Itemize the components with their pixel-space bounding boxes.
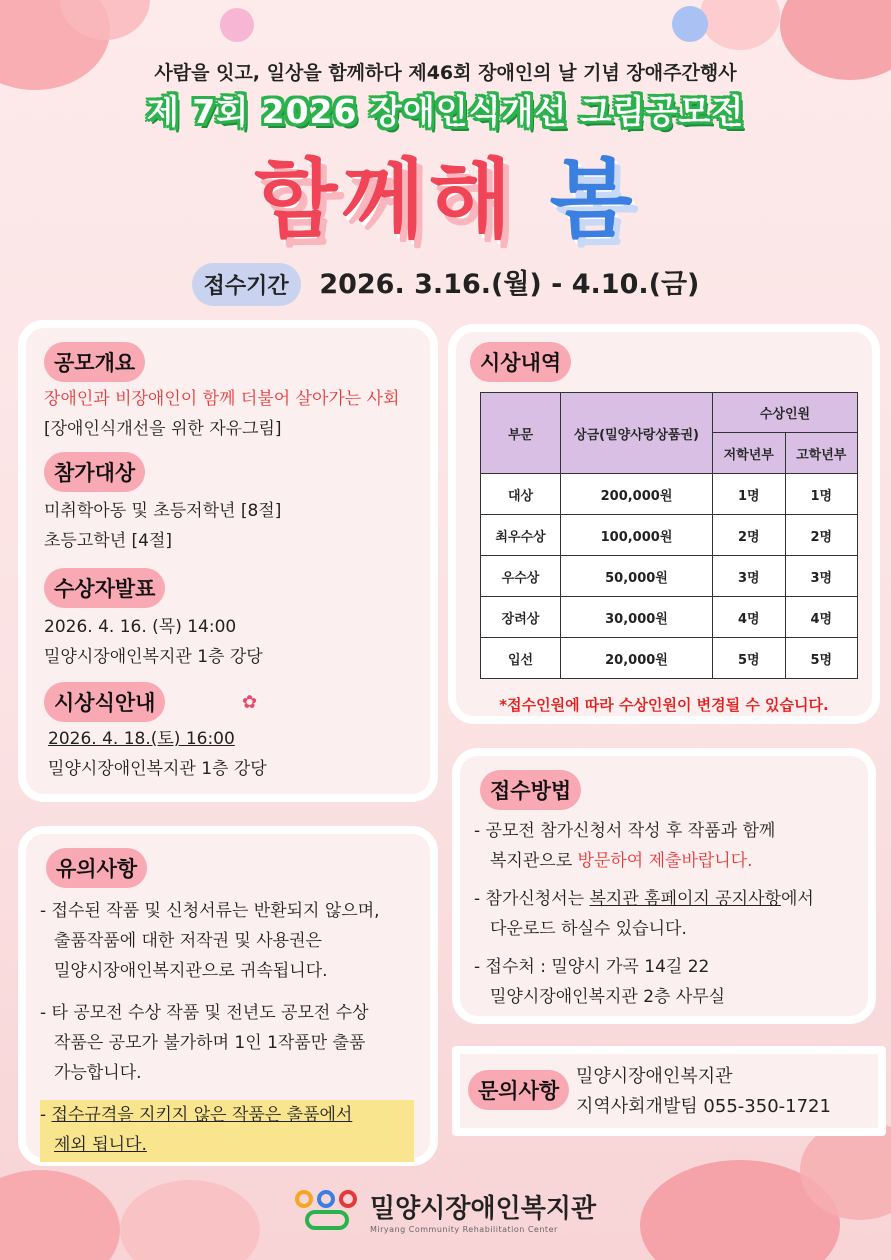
cell-category: 장려상 [481, 597, 561, 638]
logo-mark-icon [295, 1188, 359, 1234]
cell-category: 우수상 [481, 556, 561, 597]
contact-tag: 문의사항 [468, 1070, 569, 1110]
logo-name-en: Miryang Community Rehabilitation Center [370, 1225, 558, 1234]
howto-item2-tail: 에서 [780, 889, 814, 909]
caution-item2-line3: 가능합니다. [54, 1063, 142, 1083]
eligibility-line2: 초등고학년 [4절] [44, 531, 173, 551]
col-winners: 수상인원 [713, 393, 858, 433]
decor-small-flower-blue [672, 6, 708, 42]
ceremony-line1: 2026. 4. 18.(토) 16:00 [48, 729, 235, 749]
table-row [481, 515, 858, 556]
decor-flower-top-right-2 [700, 0, 780, 50]
overview-tag: 공모개요 [44, 342, 145, 382]
howto-panel [452, 748, 876, 1024]
prize-table [480, 392, 858, 679]
caution-item3-line2: 제외 됩니다. [54, 1135, 147, 1155]
prizes-panel [448, 324, 880, 724]
logo-name-kr: 밀양시장애인복지관 [370, 1194, 597, 1224]
main-title-blue: 봄 [549, 150, 637, 250]
period-value: 2026. 3.16.(월) - 4.10.(금) [319, 269, 700, 300]
cell-upper: 1명 [785, 474, 858, 515]
main-title [0, 130, 891, 254]
main-title-red: 함께해 [254, 150, 516, 250]
cell-prize: 50,000원 [561, 556, 713, 597]
caution-item2-line2: 작품은 공모가 불가하며 1인 1작품만 출품 [54, 1033, 366, 1053]
howto-item3-line1: - 접수처 : 밀양시 가곡 14길 22 [474, 957, 710, 977]
caution-item3-box [40, 1100, 414, 1162]
howto-item1-line2 [474, 846, 874, 876]
homepage-notice-link: 복지관 홈페이지 공지사항 [589, 889, 781, 909]
howto-tag: 접수방법 [480, 770, 581, 810]
cell-prize: 30,000원 [561, 597, 713, 638]
cell-category: 대상 [481, 474, 561, 515]
cell-category: 입선 [481, 638, 561, 679]
eligibility-line1: 미취학아동 및 초등저학년 [8절] [44, 501, 282, 521]
caution-item3-line1 [40, 1100, 414, 1130]
contact-line2: 지역사회개발팀 055-350-1721 [576, 1096, 831, 1117]
col-prize: 상금(밀양사랑상품권) [561, 393, 713, 474]
howto-list [474, 816, 874, 1012]
cell-upper: 4명 [785, 597, 858, 638]
prizes-tag: 시상내역 [470, 342, 571, 382]
howto-item1-text: 복지관으로 [490, 851, 578, 871]
cell-lower: 2명 [713, 515, 786, 556]
howto-item2-line2: 다운로드 하실수 있습니다. [490, 919, 687, 939]
ceremony-tag: 시상식안내 [44, 682, 165, 722]
info-panel [18, 320, 438, 802]
overview-line1: 장애인과 비장애인이 함께 더불어 살아가는 사회 [44, 389, 400, 409]
cell-prize: 200,000원 [561, 474, 713, 515]
ceremony-section [44, 682, 267, 784]
caution-tag: 유의사항 [46, 848, 147, 888]
contact-line1: 밀양시장애인복지관 [576, 1066, 733, 1087]
col-lower: 저학년부 [713, 433, 786, 474]
col-category: 부문 [481, 393, 561, 474]
cell-lower: 5명 [713, 638, 786, 679]
announce-line2: 밀양시장애인복지관 1층 강당 [44, 647, 263, 667]
decor-small-flower-pink [220, 8, 254, 42]
cell-prize: 100,000원 [561, 515, 713, 556]
howto-item1-highlight: 방문하여 제출바랍니다. [577, 851, 753, 871]
caution-panel [18, 826, 438, 1166]
cell-category: 최우수상 [481, 515, 561, 556]
submission-period [0, 262, 891, 306]
table-row [481, 597, 858, 638]
caution-item2-line1: - 타 공모전 수상 작품 및 전년도 공모전 수상 [40, 1003, 369, 1023]
contact-info [576, 1062, 831, 1122]
cell-upper: 5명 [785, 638, 858, 679]
cell-upper: 3명 [785, 556, 858, 597]
eligibility-tag: 참가대상 [44, 452, 145, 492]
cell-lower: 3명 [713, 556, 786, 597]
sparkle-icon: ✿ [242, 692, 258, 713]
period-label: 접수기간 [192, 263, 301, 306]
prize-note: *접수인원에 따라 수상인원이 변경될 수 있습니다. [499, 696, 829, 714]
caution-item3-dash: - [40, 1105, 52, 1125]
announce-section [44, 568, 263, 672]
cell-lower: 1명 [713, 474, 786, 515]
logo-text [370, 1188, 596, 1234]
caution-item1-line2: 출품작품에 대한 저작권 및 사용권은 [54, 931, 322, 951]
table-row [481, 638, 858, 679]
ceremony-line2: 밀양시장애인복지관 1층 강당 [48, 759, 267, 779]
caution-item3-text: 접수규격을 지키지 않은 작품은 출품에서 [51, 1105, 353, 1125]
overview-section [44, 342, 399, 444]
cell-lower: 4명 [713, 597, 786, 638]
caution-item1-line3: 밀양시장애인복지관으로 귀속됩니다. [54, 961, 328, 981]
event-subtitle: 사람을 잇고, 일상을 함께하다 제46회 장애인의 날 기념 장애주간행사 [154, 62, 737, 84]
caution-list [40, 896, 436, 1162]
eligibility-section [44, 452, 281, 556]
howto-item2-line1 [474, 884, 874, 914]
contest-title: 제 7회 2026 장애인식개선 그림공모전 [146, 92, 745, 131]
announce-line1: 2026. 4. 16. (목) 14:00 [44, 617, 237, 637]
overview-line2: [장애인식개선을 위한 자유그림] [44, 419, 282, 439]
col-upper: 고학년부 [785, 433, 858, 474]
howto-item2-text: - 참가신청서는 [474, 889, 590, 909]
table-row [481, 474, 858, 515]
caution-item1-line1: - 접수된 작품 및 신청서류는 반환되지 않으며, [40, 901, 380, 921]
howto-item3-line2: 밀양시장애인복지관 2층 사무실 [490, 987, 726, 1007]
contact-panel [452, 1046, 886, 1136]
announce-tag: 수상자발표 [44, 568, 165, 608]
footer-logo [0, 1188, 891, 1234]
cell-prize: 20,000원 [561, 638, 713, 679]
table-row [481, 556, 858, 597]
cell-upper: 2명 [785, 515, 858, 556]
howto-item1-line1: - 공모전 참가신청서 작성 후 작품과 함께 [474, 821, 776, 841]
